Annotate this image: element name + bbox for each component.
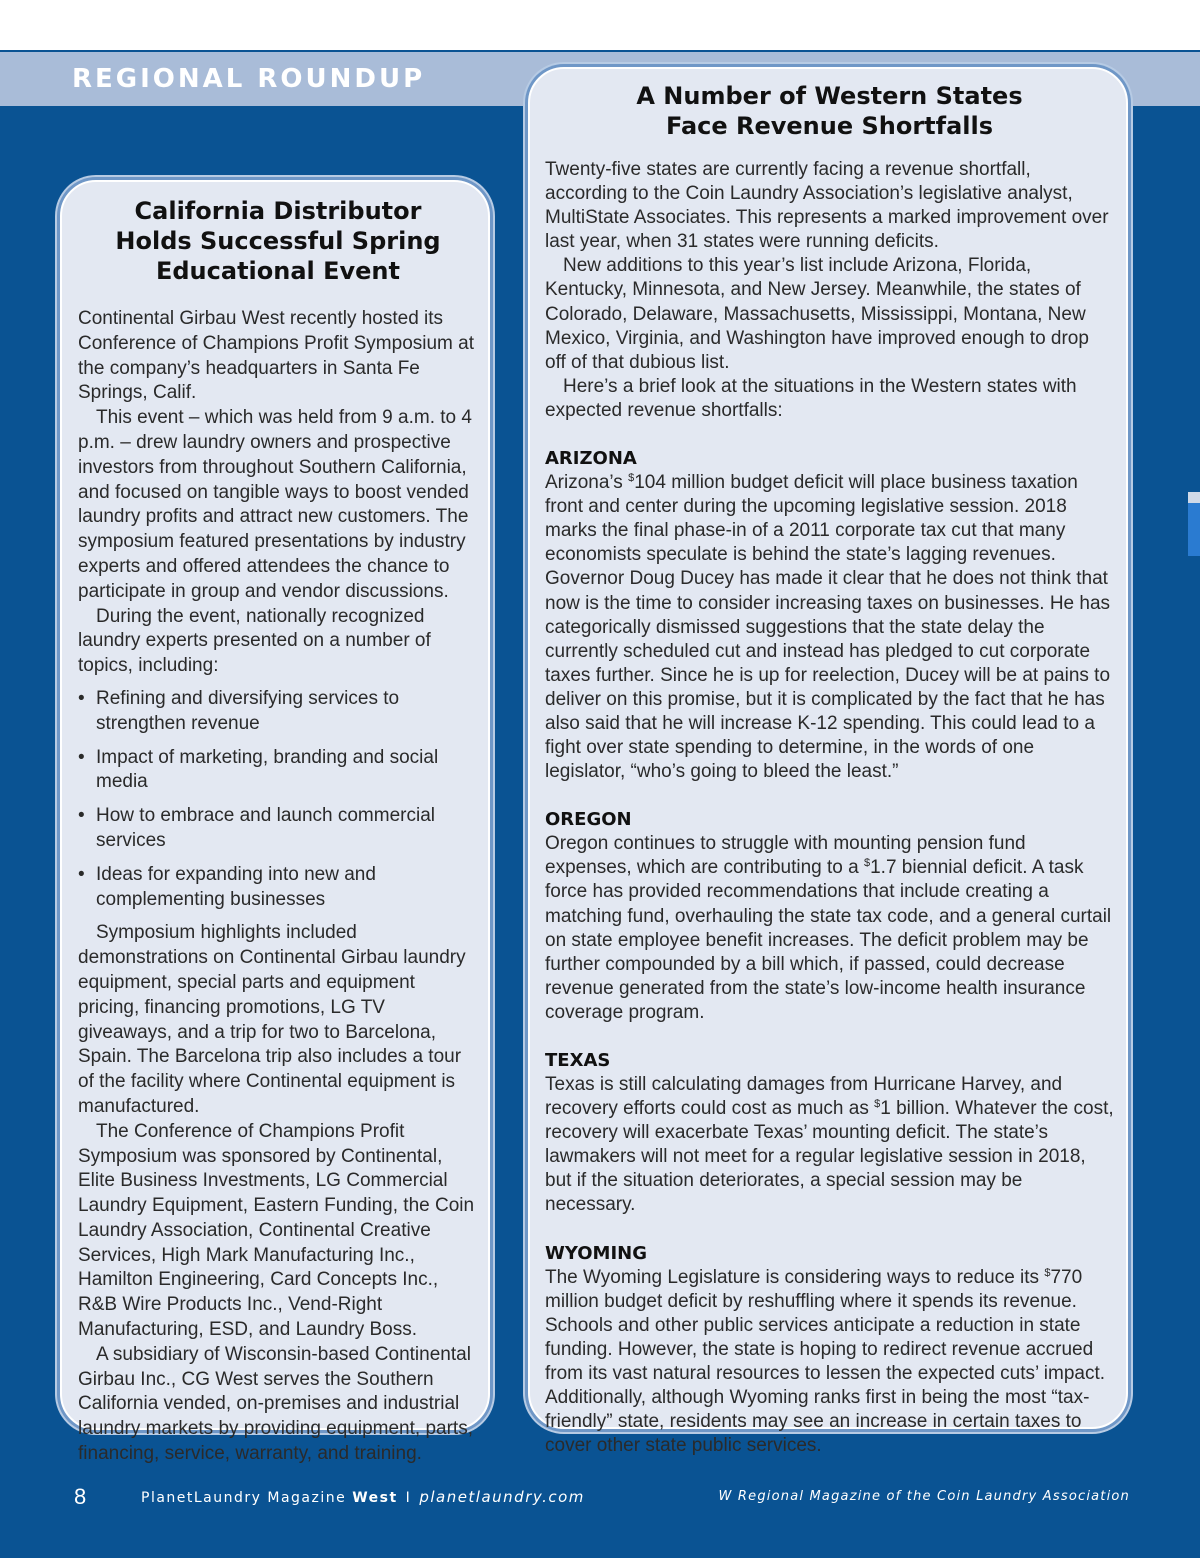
paragraph: Symposium highlights included demonstrations on Continental Girbau laundry equipment, special parts and equipment pricing, financing promotions, LG TV giveaways, and a trip for two to Barcelona, Spain. The Barcelona trip also includes a tour of the facility where Continental equipment is manufactured.	[78, 922, 466, 1117]
section-heading-wyoming: WYOMING	[545, 1242, 647, 1264]
paragraph: During the event, nationally recognized laundry experts presented on a number of topics, including:	[78, 605, 431, 677]
paragraph: Here’s a brief look at the situations in the Western states with expected revenue shortfalls:	[545, 375, 1077, 421]
bullet-icon: •	[78, 687, 85, 709]
right-article-panel	[528, 67, 1128, 1457]
section-text-wyoming: The Wyoming Legislature is considering ways to reduce its $770 million budget deficit by reshuffling where it spends its revenue. Schools and other public services anticipate a reduction in state funding. However, the state is hoping to redirect revenue accrued from its vast natural resources to lessen the expected cuts’ impact. Additionally, although Wyoming ranks first in being the most “tax-friendly” state, residents may see an increase in certain taxes to cover other state public services.	[545, 1266, 1106, 1457]
paragraph: Twenty-five states are currently facing a revenue shortfall, according to the Coin Laundry Association’s legislative analyst, MultiState Associates. This represents a marked improvement over last year, when 31 states were running deficits.	[545, 159, 1109, 253]
title-line: Holds Successful Spring	[115, 227, 441, 255]
list-item: • Refining and diversifying services to strengthen revenue	[78, 687, 400, 734]
paragraph: The Conference of Champions Profit Symposium was sponsored by Continental, Elite Business Investments, LG Commercial Laundry Equipment, Eastern Funding, the Coin Laundry Association, Continental Creative Services, High Mark Manufacturing Inc., Hamilton Engineering, Card Concepts Inc., R&B Wire Products Inc., Vend-Right Manufacturing, ESD, and Laundry Boss.	[78, 1120, 475, 1341]
list-item: • How to embrace and launch commercial services	[78, 805, 435, 851]
left-article-body	[78, 307, 478, 1467]
title-line: A Number of Western States	[636, 82, 1023, 110]
right-article-title	[545, 81, 1114, 141]
section-title: REGIONAL ROUNDUP	[72, 64, 426, 94]
page-edge-tab-marker	[1188, 503, 1200, 556]
title-line: Face Revenue Shortfalls	[665, 112, 994, 140]
bullet-icon: •	[78, 746, 85, 768]
paragraph: A subsidiary of Wisconsin-based Continental Girbau Inc., CG West serves the Southern California vended, on-premises and industrial laundry markets by providing equipment, parts, financing, service, warranty, and training.	[78, 1343, 473, 1465]
section-text-oregon: Oregon continues to struggle with mounting pension fund expenses, which are contributing to a $1.7 biennial deficit. A task force has provided recommendations that include creating a matching fund, overhauling the state tax code, and a general curtail on state employee benefit increases. The deficit problem may be further compounded by a bill which, if passed, could decrease revenue generated from the state’s low-income health insurance coverage program.	[545, 833, 1112, 1023]
paragraph: New additions to this year’s list include Arizona, Florida, Kentucky, Minnesota, and New Jersey. Meanwhile, the states of Colorado, Delaware, Massachusetts, Mississippi, Montana, New Mexico, Virginia, and Washington have improved enough to drop off of that dubious list.	[545, 255, 1089, 373]
paragraph: This event – which was held from 9 a.m. to 4 p.m. – drew laundry owners and prospective investors from throughout Southern California, and focused on tangible ways to boost vended laundry profits and attract new customers. The symposium featured presentations by industry experts and offered attendees the chance to participate in group and vendor discussions.	[78, 407, 472, 602]
bullet-icon: •	[78, 863, 85, 885]
footer-magazine-credit: PlanetLaundry Magazine West I planetlaundry.com	[141, 1488, 585, 1506]
top-margin	[0, 0, 1200, 50]
title-line: California Distributor	[134, 197, 422, 225]
list-item: • Impact of marketing, branding and social media	[78, 746, 439, 793]
section-heading-oregon: OREGON	[545, 809, 632, 831]
right-article-body	[545, 158, 1114, 1458]
paragraph: Continental Girbau West recently hosted its Conference of Champions Profit Symposium at the company’s headquarters in Santa Fe Springs, Calif.	[78, 308, 475, 404]
section-text-arizona: Arizona’s $104 million budget deficit will place business taxation front and center during the upcoming legislative session. 2018 marks the final phase-in of a 2011 corporate tax cut that many economists speculate is behind the state’s lagging revenues. Governor Doug Ducey has made it clear that he does not think that now is the time to consider increasing taxes on businesses. He has categorically dismissed suggestions that the state delay the currently scheduled cut and instead has pledged to cut corporate taxes further. Since he is up for reelection, Ducey will be at pains to deliver on this promise, but it is complicated by the fact that he has also said that he will increase K-12 spending. This could lead to a fight over state spending to determine, in the words of one legislator, “who’s going to bleed the least.”	[545, 472, 1111, 783]
section-heading-arizona: ARIZONA	[545, 448, 637, 470]
bullet-icon: •	[78, 805, 85, 827]
page-number: 8	[74, 1484, 87, 1509]
left-article-title	[78, 196, 478, 286]
topics-list	[78, 687, 478, 912]
section-text-texas: Texas is still calculating damages from Hurricane Harvey, and recovery efforts could cost as much as $1 billion. Whatever the cost, recovery will exacerbate Texas’ mounting deficit. The state’s lawmakers will not meet for a regular legislative session in 2018, but if the situation deteriorates, a special session may be necessary.	[545, 1074, 1114, 1216]
footer-tagline: W Regional Magazine of the Coin Laundry Association	[718, 1489, 1130, 1504]
footer-url: planetlaundry.com	[419, 1488, 585, 1506]
title-line: Educational Event	[155, 257, 400, 285]
section-heading-texas: TEXAS	[545, 1050, 611, 1071]
list-item: • Ideas for expanding into new and complementing businesses	[78, 863, 376, 910]
left-article-panel	[60, 180, 490, 1465]
